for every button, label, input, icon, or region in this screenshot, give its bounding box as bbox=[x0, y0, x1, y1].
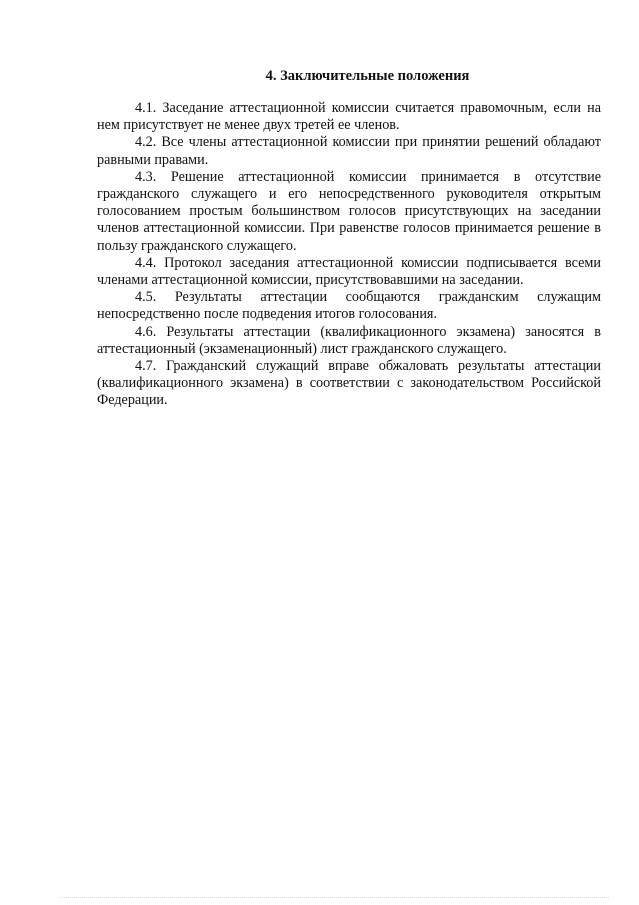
paragraph-4-6: 4.6. Результаты аттестации (квалификационного экзамена) заносятся в аттестационный (экзаменационный) лист гражданского служащего. bbox=[97, 323, 601, 357]
paragraph-4-4: 4.4. Протокол заседания аттестационной комиссии подписывается всеми членами аттестационной комиссии, присутствовавшими на заседании. bbox=[97, 254, 601, 289]
section-body bbox=[97, 100, 601, 410]
section-heading: 4. Заключительные положения bbox=[265, 68, 470, 84]
paragraph-4-5: 4.5. Результаты аттестации сообщаются гражданским служащим непосредственно после подведения итогов голосования. bbox=[97, 289, 601, 323]
paragraph-4-2: 4.2. Все члены аттестационной комиссии при принятии решений обладают равными правами. bbox=[97, 134, 601, 168]
paragraph-4-1: 4.1. Заседание аттестационной комиссии считается правомочным, если на нем присутствует не менее двух третей ее членов. bbox=[97, 100, 601, 134]
paragraph-4-3: 4.3. Решение аттестационной комиссии принимается в отсутствие гражданского служащего и его непосредственного руководителя открытым голосованием простым большинством голосов присутствующих на заседании членов аттестационной комиссии. При равенстве голосов принимается решение в пользу гражданского служащего. bbox=[97, 168, 601, 254]
scan-edge-artifact bbox=[60, 897, 609, 901]
paragraph-4-7: 4.7. Гражданский служащий вправе обжаловать результаты аттестации (квалификационного экзамена) в соответствии с законодательством Российской Федерации. bbox=[97, 358, 601, 409]
